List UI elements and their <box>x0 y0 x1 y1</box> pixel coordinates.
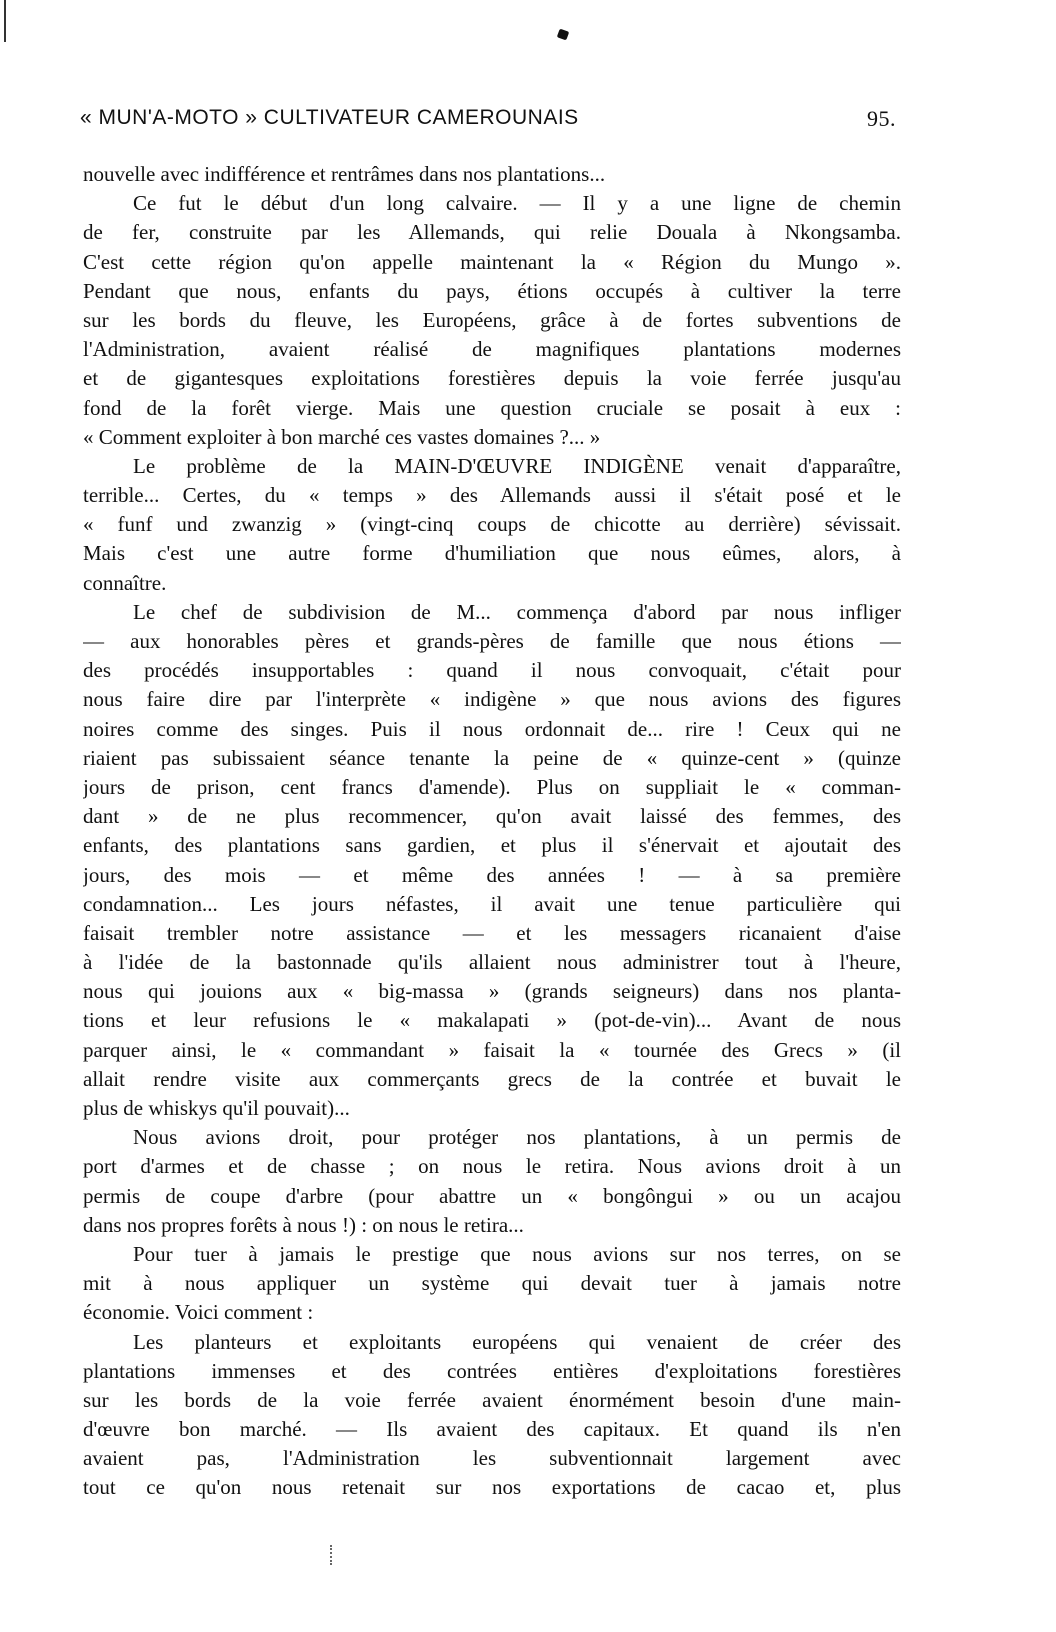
text-line: jours, des mois — et même des années ! — à sa première <box>83 862 901 887</box>
text-line: fond de la forêt vierge. Mais une question cruciale se posait à eux : <box>83 395 901 420</box>
text-line: plus de whiskys qu'il pouvait)... <box>83 1096 350 1120</box>
paragraph-first-line: Nous avions droit, pour protéger nos plantations, à un permis de <box>133 1125 901 1150</box>
text-line: dant » de ne plus recommencer, qu'on avait laissé des femmes, des <box>83 804 901 829</box>
paragraph-first-line: Les planteurs et exploitants européens qui venaient de créer des <box>133 1329 901 1354</box>
text-line: allait rendre visite aux commerçants grecs de la contrée et buvait le <box>83 1066 901 1091</box>
text-line: faisait trembler notre assistance — et les messagers ricanaient d'aise <box>83 920 901 945</box>
text-line: condamnation... Les jours néfastes, il avait une tenue particulière qui <box>83 891 901 916</box>
running-title: « MUN'A-MOTO » CULTIVATEUR CAMEROUNAIS <box>80 106 579 129</box>
text-line: économie. Voici comment : <box>83 1300 314 1325</box>
paragraph-first-line: Ce fut le début d'un long calvaire. — Il y a une ligne de chemin <box>133 191 901 216</box>
text-line: riaient pas subissaient séance tenante la peine de « quinze-cent » (quinze <box>83 745 901 770</box>
page-number: 95. <box>867 106 896 131</box>
text-line: et de gigantesques exploitations forestières depuis la voie ferrée jusqu'au <box>83 366 901 391</box>
text-line: noires comme des singes. Puis il nous ordonnait de... rire ! Ceux qui ne <box>83 716 901 741</box>
text-line: Pendant que nous, enfants du pays, étions occupés à cultiver la terre <box>83 278 901 303</box>
text-line: parquer ainsi, le « commandant » faisait la « tournée des Grecs » (il <box>83 1037 901 1062</box>
paragraph-first-line: Pour tuer à jamais le prestige que nous avions sur nos terres, on se <box>133 1241 901 1266</box>
text-line: l'Administration, avaient réalisé de magnifiques plantations modernes <box>83 337 901 362</box>
text-line: connaître. <box>83 570 167 595</box>
text-line: nous faire dire par l'interprète « indigène » que nous avions des figures <box>83 687 901 712</box>
text-line: dans nos propres forêts à nous !) : on nous le retira... <box>83 1212 524 1237</box>
text-line: tout ce qu'on nous retenait sur nos exportations de cacao et, plus <box>83 1475 901 1500</box>
text-line: — aux honorables pères et grands-pères de famille que nous étions — <box>83 629 901 653</box>
text-line: nous qui jouions aux « big-massa » (grands seigneurs) dans nos planta- <box>83 979 901 1004</box>
scan-speck-bottom <box>330 1545 334 1565</box>
paragraph-first-line: Le chef de subdivision de M... commença d'abord par nous infliger <box>133 599 901 624</box>
text-line: port d'armes et de chasse ; on nous le retira. Nous avions droit à un <box>83 1154 901 1179</box>
text-line: plantations immenses et des contrées entières d'exploitations forestières <box>83 1358 901 1383</box>
text-line: avaient pas, l'Administration les subventionnait largement avec <box>83 1446 901 1471</box>
text-line: d'œuvre bon marché. — Ils avaient des capitaux. Et quand ils n'en <box>83 1417 901 1442</box>
text-line: nouvelle avec indifférence et rentrâmes dans nos plantations... <box>83 162 606 186</box>
text-line: permis de coupe d'arbre (pour abattre un « bongôngui » ou un acajou <box>83 1183 901 1208</box>
text-line: tions et leur refusions le « makalapati » (pot-de-vin)... Avant de nous <box>83 1008 901 1033</box>
text-line: enfants, des plantations sans gardien, et plus il s'énervait et ajoutait des <box>83 833 901 858</box>
body-text <box>83 160 901 1503</box>
text-line: C'est cette région qu'on appelle maintenant la « Région du Mungo ». <box>83 249 901 274</box>
paragraph-first-line: Le problème de la MAIN-D'ŒUVRE INDIGÈNE venait d'apparaître, <box>133 453 901 478</box>
text-line: terrible... Certes, du « temps » des Allemands aussi il s'était posé et le <box>83 483 901 508</box>
scan-margin-mark <box>4 0 6 42</box>
text-line: à l'idée de la bastonnade qu'ils allaient nous administrer tout à l'heure, <box>83 950 901 975</box>
text-line: sur les bords de la voie ferrée avaient énormément besoin d'une main- <box>83 1387 901 1412</box>
text-line: « Comment exploiter à bon marché ces vastes domaines ?... » <box>83 424 601 449</box>
text-line: sur les bords du fleuve, les Européens, grâce à de fortes subventions de <box>83 307 901 332</box>
text-line: jours de prison, cent francs d'amende). Plus on suppliait le « comman- <box>83 774 901 799</box>
running-header <box>80 106 896 138</box>
scan-speck <box>557 29 569 41</box>
text-line: Mais c'est une autre forme d'humiliation que nous eûmes, alors, à <box>83 541 901 566</box>
text-line: de fer, construite par les Allemands, qui relie Douala à Nkongsamba. <box>83 220 901 245</box>
text-line: « funf und zwanzig » (vingt-cinq coups de chicotte au derrière) sévissait. <box>83 512 901 537</box>
text-line: des procédés insupportables : quand il nous convoquait, c'était pour <box>83 658 901 683</box>
text-line: mit à nous appliquer un système qui devait tuer à jamais notre <box>83 1271 901 1296</box>
